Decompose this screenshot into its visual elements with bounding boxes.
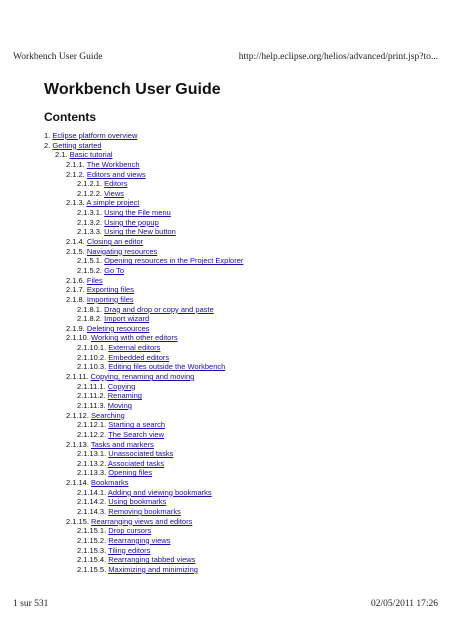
toc-item-number: 2.1.15. xyxy=(66,516,89,526)
toc-item-link[interactable]: A simple project xyxy=(86,198,140,208)
toc-item xyxy=(0,276,452,286)
toc-item xyxy=(0,459,452,469)
toc-item-number: 2.1.15.2. xyxy=(77,535,107,545)
toc-item xyxy=(0,555,452,565)
toc-item-number: 2.1.8.2. xyxy=(77,314,103,324)
toc-item-number: 2.1.12.2. xyxy=(77,429,107,439)
toc-item-number: 2.1.14.2. xyxy=(77,497,107,507)
toc-item xyxy=(0,266,452,276)
toc-item-number: 2.1.15.3. xyxy=(77,545,107,555)
toc-item xyxy=(0,440,452,450)
page-header-title: Workbench User Guide xyxy=(13,52,103,62)
toc-item-number: 2.1.14. xyxy=(66,478,89,488)
toc-item-number: 2.1.13.2. xyxy=(77,458,107,468)
toc-item xyxy=(0,430,452,440)
toc-item xyxy=(0,536,452,546)
toc-item-number: 2.1.11.2. xyxy=(77,391,106,401)
toc-item xyxy=(0,256,452,266)
toc-item xyxy=(0,150,452,160)
toc-item-number: 2.1.13.3. xyxy=(77,468,107,478)
toc-item xyxy=(0,497,452,507)
toc-item-link[interactable]: Opening resources in the Project Explorer xyxy=(104,256,244,266)
toc-item-number: 2.1.14.1. xyxy=(77,487,107,497)
contents-heading: Contents xyxy=(44,110,96,124)
toc-item-link[interactable]: Embedded editors xyxy=(108,352,170,362)
toc-item-number: 2.1.2.2. xyxy=(77,188,103,198)
toc-item xyxy=(0,179,452,189)
toc-item-number: 2.1.2.1. xyxy=(77,179,103,189)
toc-item xyxy=(0,411,452,421)
toc-item xyxy=(0,324,452,334)
toc-item-number: 2.1.5.1. xyxy=(77,256,103,266)
toc-item xyxy=(0,565,452,575)
toc-item-link[interactable]: Editors xyxy=(104,179,128,189)
toc-item xyxy=(0,362,452,372)
toc-item-number: 2.1.11.1. xyxy=(77,381,106,391)
toc-item-link[interactable]: Using the popup xyxy=(104,217,159,227)
toc-item-link[interactable]: Tiling editors xyxy=(108,545,151,555)
toc-item-number: 2.1.1. xyxy=(66,159,85,169)
toc-item-link[interactable]: Basic tutorial xyxy=(69,150,113,160)
toc-item xyxy=(0,420,452,430)
toc-item-link[interactable]: Navigating resources xyxy=(86,246,158,256)
toc-item-number: 2.1.13. xyxy=(66,439,89,449)
toc-item-number: 2.1.15.5. xyxy=(77,564,107,574)
toc-item xyxy=(0,391,452,401)
toc-item xyxy=(0,237,452,247)
toc-item xyxy=(0,372,452,382)
toc-item xyxy=(0,333,452,343)
toc-item-number: 2.1.10.1. xyxy=(77,343,107,353)
toc-item xyxy=(0,285,452,295)
toc-item-link[interactable]: Bookmarks xyxy=(91,478,129,488)
toc-item xyxy=(0,488,452,498)
toc-item-number: 2.1.9. xyxy=(66,323,85,333)
toc-item xyxy=(0,478,452,488)
toc-item-number: 2.1.10. xyxy=(66,333,89,343)
toc-item-link[interactable]: Using the New button xyxy=(104,227,176,237)
toc-item xyxy=(0,401,452,411)
toc-item xyxy=(0,517,452,527)
page-title: Workbench User Guide xyxy=(44,81,221,98)
page-counter: 1 sur 531 xyxy=(13,599,49,609)
toc-item-link[interactable]: Copying, renaming and moving xyxy=(90,372,195,382)
toc-item-number: 2.1.3.3. xyxy=(77,227,103,237)
toc-item-number: 2. xyxy=(44,140,51,150)
toc-item-link[interactable]: Using the File menu xyxy=(104,208,171,218)
toc-item-link[interactable]: Closing an editor xyxy=(86,237,144,247)
toc-item xyxy=(0,218,452,228)
toc-item-number: 2.1. xyxy=(55,150,68,160)
toc-item-link[interactable]: Importing files xyxy=(86,294,134,304)
page-header-url: http://help.eclipse.org/helios/advanced/print.jsp?to... xyxy=(238,52,438,62)
toc-item xyxy=(0,247,452,257)
toc-item-link[interactable]: The Search view xyxy=(108,429,165,439)
toc-item-number: 2.1.15.4. xyxy=(77,555,107,565)
toc-item-number: 2.1.3.2. xyxy=(77,217,103,227)
toc-item xyxy=(0,449,452,459)
toc-item xyxy=(0,227,452,237)
toc-item xyxy=(0,198,452,208)
toc-item-link[interactable]: Views xyxy=(104,188,124,198)
toc-item xyxy=(0,189,452,199)
toc-item-number: 2.1.4. xyxy=(66,237,85,247)
toc-item-link[interactable]: Working with other editors xyxy=(91,333,178,343)
toc-item-number: 1. xyxy=(44,131,51,140)
toc-item xyxy=(0,208,452,218)
toc-item-number: 2.1.8. xyxy=(66,294,85,304)
toc-item-link[interactable]: Exporting files xyxy=(86,285,134,295)
toc-item xyxy=(0,141,452,151)
toc-item-link[interactable]: Deleting resources xyxy=(86,323,150,333)
toc-item xyxy=(0,382,452,392)
toc-item-number: 2.1.12. xyxy=(66,410,89,420)
toc-item-link[interactable]: Unassociated tasks xyxy=(108,449,174,459)
toc-item-link[interactable]: Starting a search xyxy=(108,420,165,430)
toc-item-link[interactable]: Go To xyxy=(104,265,124,275)
toc-item-number: 2.1.10.3. xyxy=(77,362,107,372)
toc-item-link[interactable]: Getting started xyxy=(52,140,102,150)
toc-item-number: 2.1.5.2. xyxy=(77,265,103,275)
toc-item-link[interactable]: Moving xyxy=(107,400,132,410)
toc-item-number: 2.1.3. xyxy=(66,198,85,208)
toc-item-link[interactable]: Opening files xyxy=(108,468,153,478)
toc-item-number: 2.1.6. xyxy=(66,275,85,285)
toc-item xyxy=(0,131,452,141)
toc-item xyxy=(0,526,452,536)
toc-item xyxy=(0,170,452,180)
toc-item-link[interactable]: Rearranging views and editors xyxy=(91,516,193,526)
toc-item-number: 2.1.15.1. xyxy=(77,526,107,536)
toc-item-link[interactable]: Import wizard xyxy=(104,314,150,324)
toc-item-link[interactable]: Copying xyxy=(107,381,136,391)
toc-item-link[interactable]: The Workbench xyxy=(86,159,140,169)
toc-item-link[interactable]: Editing files outside the Workbench xyxy=(108,362,226,372)
toc-item xyxy=(0,160,452,170)
toc-item-link[interactable]: Searching xyxy=(91,410,125,420)
toc-item-link[interactable]: Using bookmarks xyxy=(108,497,167,507)
toc-item-link[interactable]: Eclipse platform overview xyxy=(52,131,138,140)
toc-item-link[interactable]: Renaming xyxy=(107,391,142,401)
toc-item xyxy=(0,314,452,324)
toc-item-link[interactable]: Editors and views xyxy=(86,169,146,179)
toc-item xyxy=(0,468,452,478)
toc-item-number: 2.1.14.3. xyxy=(77,506,107,516)
toc-item-link[interactable]: Removing bookmarks xyxy=(108,506,181,516)
toc-item-number: 2.1.8.1. xyxy=(77,304,103,314)
toc-item-link[interactable]: Drop cursors xyxy=(108,526,152,536)
toc-item-link[interactable]: Files xyxy=(86,275,103,285)
toc-item-number: 2.1.11. xyxy=(66,372,89,382)
toc-item-number: 2.1.5. xyxy=(66,246,85,256)
toc-item-link[interactable]: Rearranging views xyxy=(108,535,171,545)
toc-item-link[interactable]: Maximizing and minimizing xyxy=(108,564,198,574)
toc-item-link[interactable]: Rearranging tabbed views xyxy=(108,555,196,565)
toc-item-link[interactable]: Adding and viewing bookmarks xyxy=(107,487,212,497)
toc-item-number: 2.1.13.1. xyxy=(77,449,107,459)
toc-item xyxy=(0,343,452,353)
toc-item-number: 2.1.7. xyxy=(66,285,85,295)
toc-item xyxy=(0,546,452,556)
toc-item-number: 2.1.2. xyxy=(66,169,85,179)
toc-item xyxy=(0,305,452,315)
toc-item-number: 2.1.10.2. xyxy=(77,352,107,362)
toc-item-link[interactable]: Drag and drop or copy and paste xyxy=(104,304,214,314)
toc-item xyxy=(0,353,452,363)
toc-item xyxy=(0,507,452,517)
table-of-contents xyxy=(0,131,452,574)
toc-item-number: 2.1.12.1. xyxy=(77,420,107,430)
toc-item-number: 2.1.11.3. xyxy=(77,400,106,410)
print-timestamp: 02/05/2011 17:26 xyxy=(371,599,438,609)
toc-item xyxy=(0,295,452,305)
toc-item-link[interactable]: Associated tasks xyxy=(107,458,165,468)
toc-item-link[interactable]: External editors xyxy=(108,343,161,353)
toc-item-link[interactable]: Tasks and markers xyxy=(90,439,154,449)
toc-item-number: 2.1.3.1. xyxy=(77,208,103,218)
